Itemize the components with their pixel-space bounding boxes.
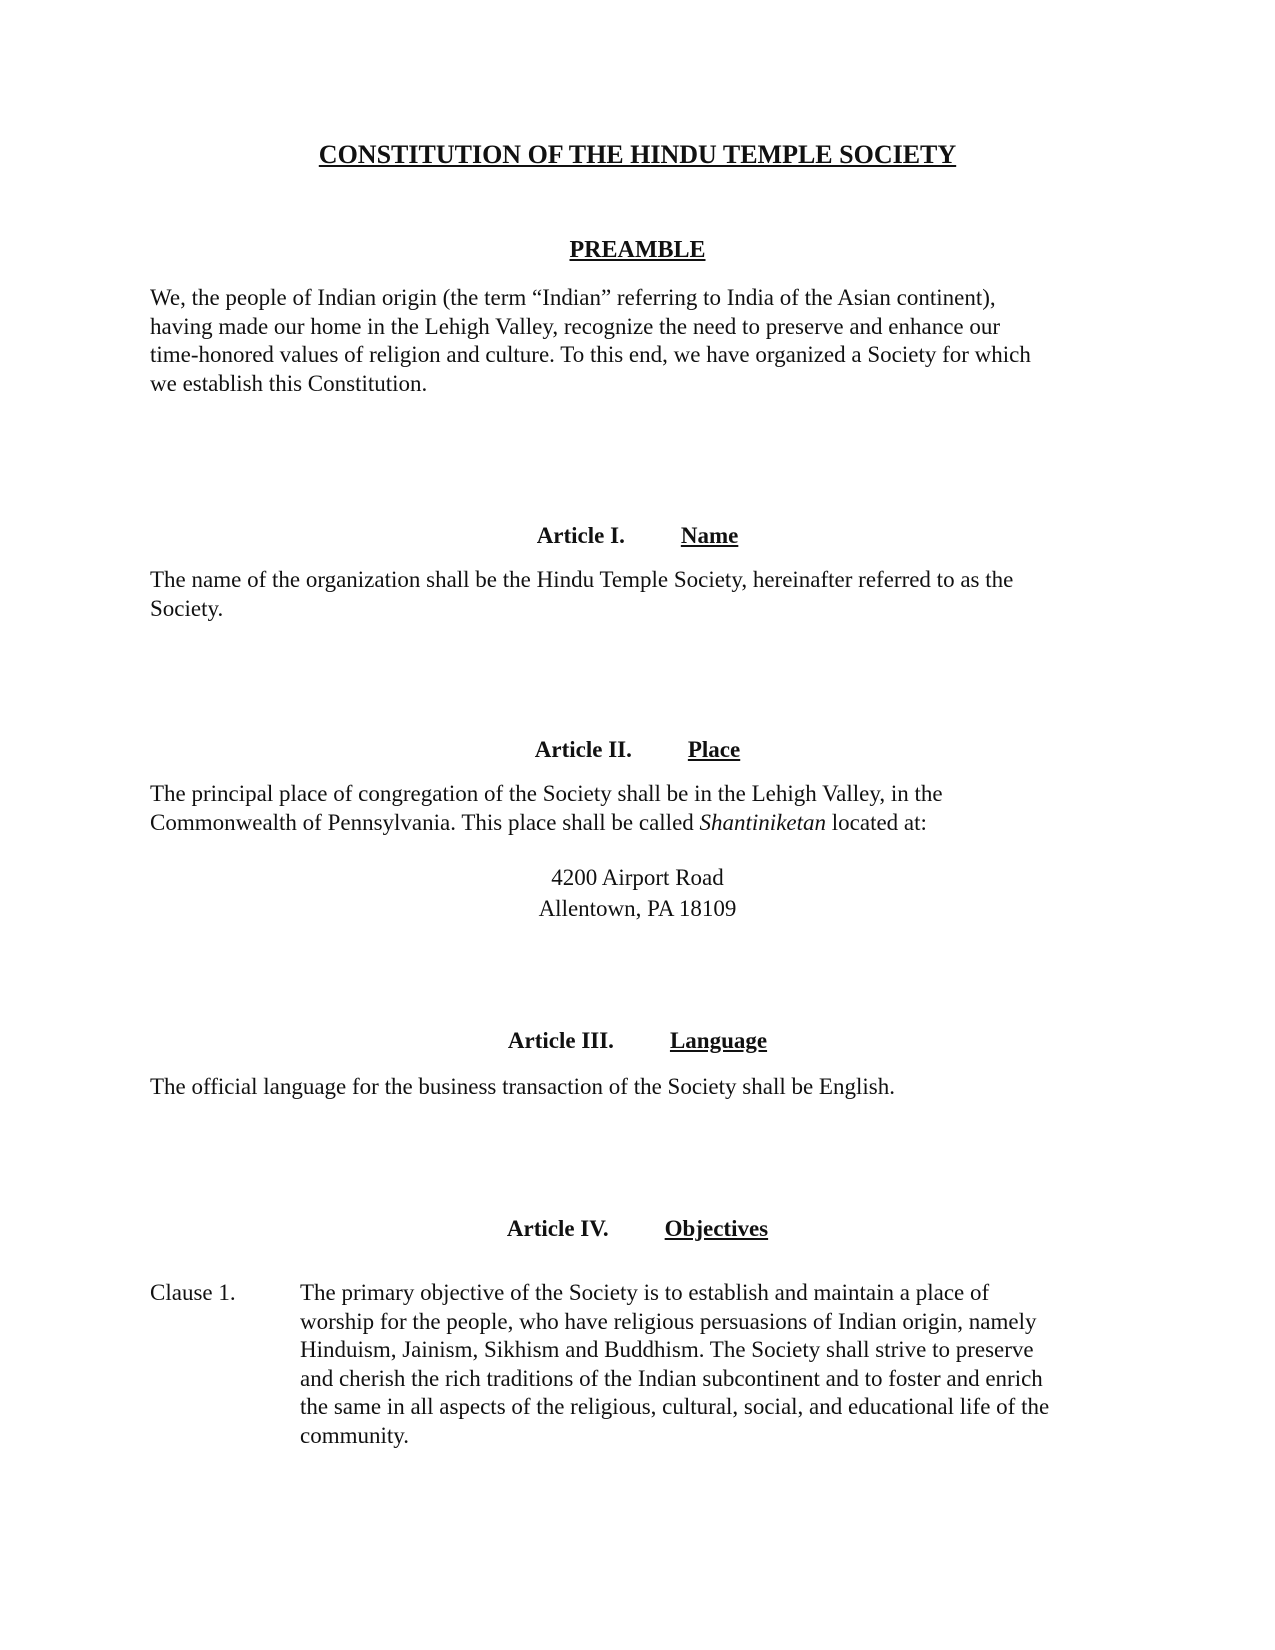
article-2-line: The principal place of congregation of the Society shall be in the Lehigh Valley, in the [150, 781, 943, 806]
article-2-line [150, 809, 1130, 838]
article-1-line: The name of the organization shall be the Hindu Temple Society, hereinafter referred to as the [150, 567, 1014, 592]
article-4-name: Objectives [664, 1216, 769, 1241]
address-street: 4200 Airport Road [551, 865, 724, 890]
address-block [0, 862, 1275, 924]
clause-1-line: community. [300, 1422, 410, 1448]
clause-1-line: worship for the people, who have religious persuasions of Indian origin, namely [300, 1308, 1037, 1334]
article-2-name: Place [687, 737, 741, 762]
article-4-heading [0, 1216, 1275, 1242]
preamble-line: we establish this Constitution. [150, 370, 428, 396]
article-2-paragraph [150, 780, 1130, 837]
article-2-number: Article II. [534, 737, 632, 762]
place-name: Shantiniketan [699, 809, 827, 835]
preamble-line: time-honored values of religion and culture. To this end, we have organized a Society for which [150, 342, 1031, 367]
article-3-line: The official language for the business transaction of the Society shall be English. [150, 1074, 895, 1099]
address-city: Allentown, PA 18109 [538, 896, 737, 921]
clause-1-label: Clause 1. [150, 1280, 236, 1305]
clause-1-text [300, 1279, 1140, 1450]
clause-1-line: Hinduism, Jainism, Sikhism and Buddhism. The Society shall strive to preserve [300, 1337, 1034, 1362]
article-1-paragraph [150, 566, 1130, 623]
article-3-number: Article III. [507, 1028, 614, 1053]
clause-1-line: The primary objective of the Society is to establish and maintain a place of [300, 1280, 990, 1305]
article-2-line-text: Commonwealth of Pennsylvania. This place shall be called [150, 809, 700, 835]
clause-1-line: and cherish the rich traditions of the Indian subcontinent and to foster and enrich [300, 1365, 1043, 1391]
document-title: CONSTITUTION OF THE HINDU TEMPLE SOCIETY [318, 140, 957, 169]
article-3-paragraph [150, 1073, 1130, 1102]
article-3-name: Language [669, 1028, 768, 1053]
article-1-line: Society. [150, 595, 224, 621]
article-1-heading [0, 523, 1275, 549]
article-2-line-text: located at: [826, 809, 927, 835]
preamble-heading: PREAMBLE [569, 237, 706, 263]
article-1-number: Article I. [536, 523, 625, 548]
preamble-paragraph [150, 284, 1130, 398]
article-2-heading [0, 737, 1275, 763]
preamble-line: We, the people of Indian origin (the term “Indian” referring to India of the Asian continent), [150, 285, 996, 310]
article-1-name: Name [680, 523, 739, 548]
preamble-line: having made our home in the Lehigh Valley, recognize the need to preserve and enhance our [150, 313, 1001, 339]
article-4-number: Article IV. [506, 1216, 609, 1241]
article-3-heading [0, 1028, 1275, 1054]
clause-1-line: the same in all aspects of the religious, cultural, social, and educational life of the [300, 1394, 1050, 1419]
